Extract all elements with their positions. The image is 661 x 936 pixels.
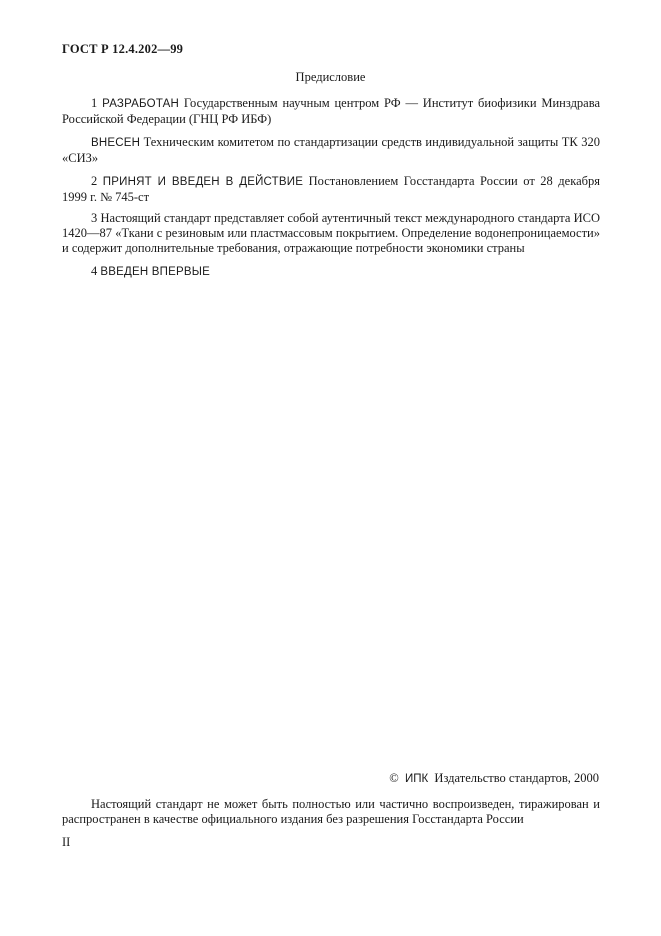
paragraph-caps-lead: ВНЕСЕН [91, 137, 141, 149]
preface-paragraph-2 [62, 174, 600, 205]
paragraph-number: 2 [91, 174, 98, 188]
paragraph-caps-lead: ВВЕДЕН ВПЕРВЫЕ [100, 266, 210, 278]
paragraph-text: Государственным научным центром РФ — Институт биофизики Минздрава Российской Федерации (ГНЦ РФ ИБФ) [62, 96, 601, 126]
preface-paragraph-1b [62, 135, 600, 166]
copyright-line [389, 771, 599, 786]
preface-paragraph-3 [62, 211, 600, 256]
paragraph-number: 3 [91, 211, 98, 225]
copyright-symbol: © [389, 771, 399, 785]
paragraph-text: Настоящий стандарт представляет собой аутентичный текст международного стандарта ИСО 1420—87 «Ткани с резиновым или пластмассовым покрытием. Определение водонепроницаемости» и содержит дополнительные требования, отражающие потребности экономики страны [62, 211, 601, 255]
preface-title: Предисловие [295, 70, 366, 84]
publisher-abbreviation: ИПК [404, 773, 429, 785]
publisher-name: Издательство стандартов, 2000 [434, 771, 599, 785]
preface-paragraph-4 [62, 264, 600, 280]
paragraph-number: 1 [91, 96, 98, 110]
paragraph-caps-lead: ПРИНЯТ И ВВЕДЕН В ДЕЙСТВИЕ [102, 176, 304, 188]
paragraph-text: Постановлением Госстандарта России от 28 декабря 1999 г. № 745-ст [62, 174, 601, 204]
preface-paragraph-1 [62, 96, 600, 127]
standard-code: ГОСТ Р 12.4.202—99 [62, 42, 184, 56]
reproduction-notice: Настоящий стандарт не может быть полностью или частично воспроизведен, тиражирован и распространен в качестве официального издания без разрешения Госстандарта России [62, 797, 600, 826]
page-number: II [62, 835, 71, 849]
paragraph-caps-lead: РАЗРАБОТАН [102, 98, 180, 110]
paragraph-number: 4 [91, 264, 98, 278]
paragraph-text: Техническим комитетом по стандартизации средств индивидуальной защиты ТК 320 «СИЗ» [62, 135, 601, 165]
